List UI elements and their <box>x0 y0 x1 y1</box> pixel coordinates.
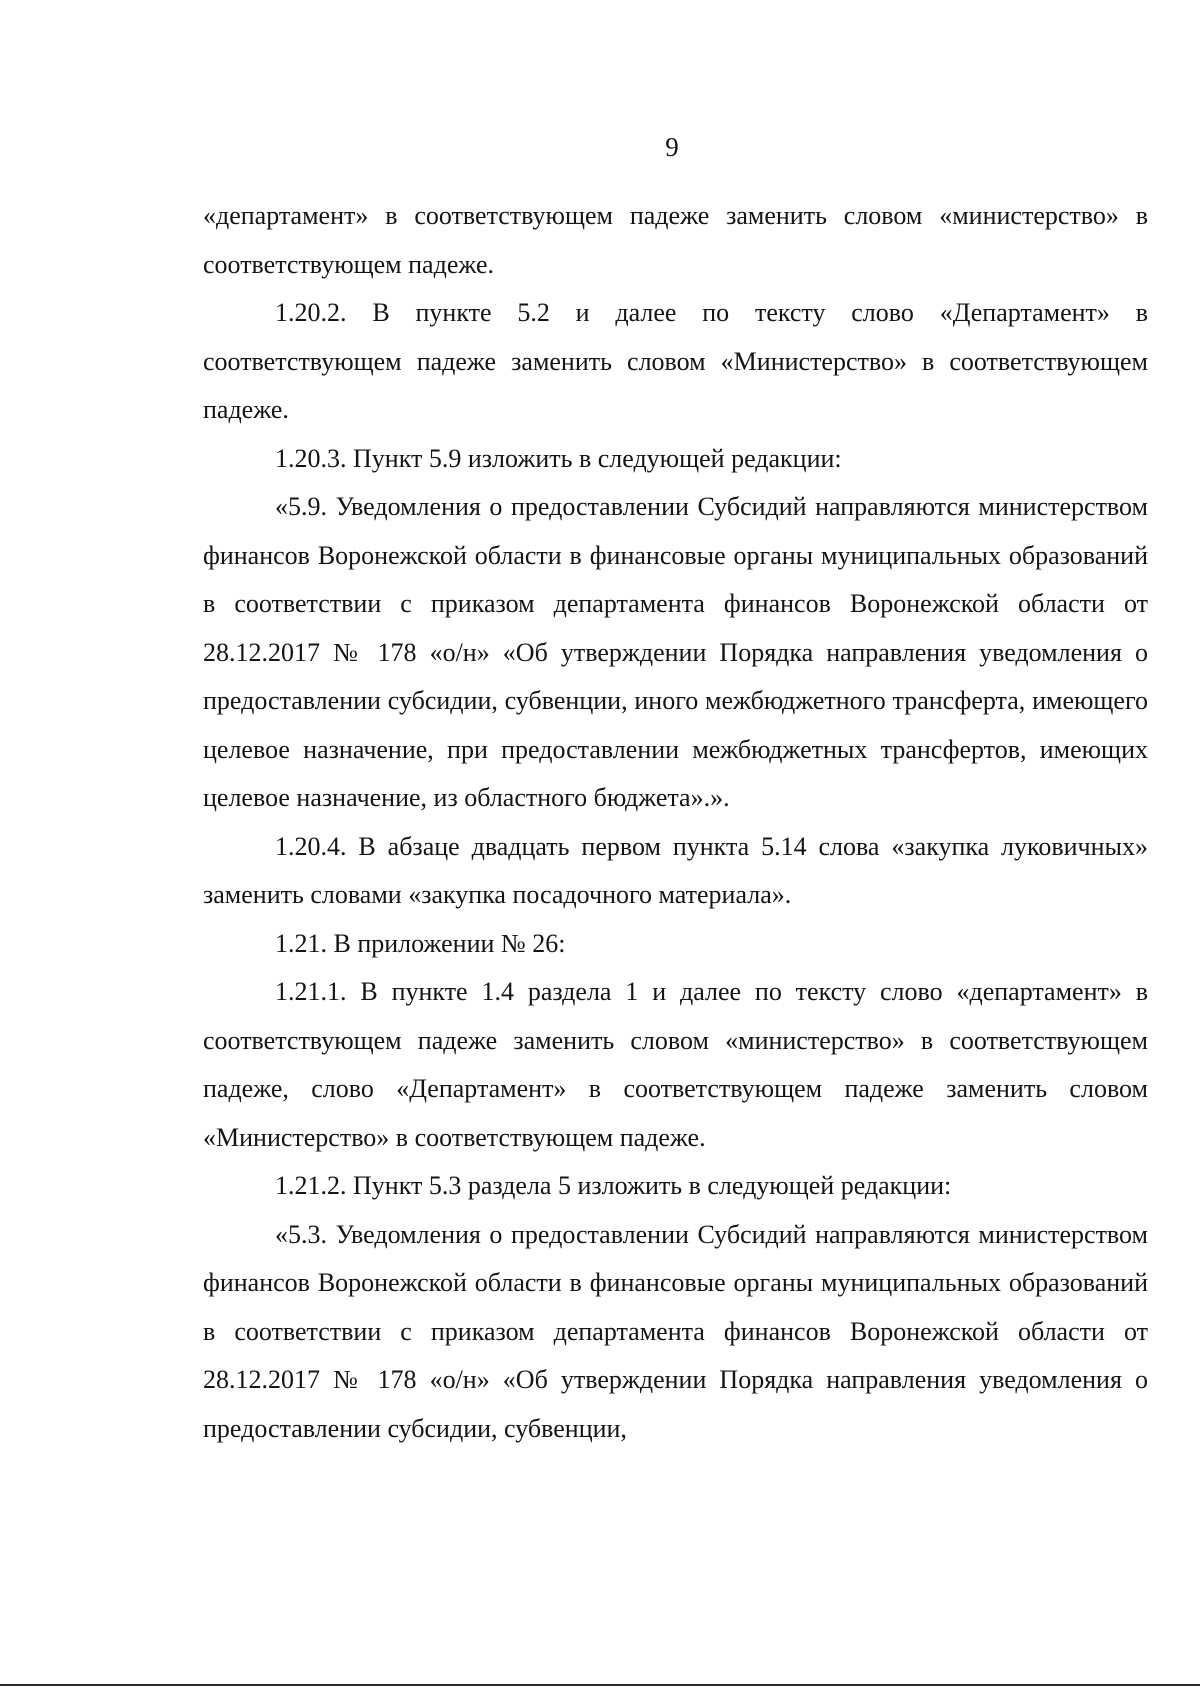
paragraph-quote-5-9: «5.9. Уведомления о предоставлении Субсидий направляются министерством финансов Воронежской области в финансовые органы муниципальных образований в соответствии с приказом департамента финансов Воронежской области от 28.12.2017 № 178 «о/н» «Об утверждении Порядка направления уведомления о предоставлении субсидии, субвенции, иного межбюджетного трансферта, имеющего целевое назначение, при предоставлении межбюджетных трансфертов, имеющих целевое назначение, из областного бюджета».». <box>203 492 1148 812</box>
scan-bottom-edge <box>0 1684 1200 1686</box>
paragraph-1-21-2: 1.21.2. Пункт 5.3 раздела 5 изложить в следующей редакции: <box>275 1171 952 1200</box>
paragraph-1-21: 1.21. В приложении № 26: <box>275 928 566 958</box>
paragraph-quote-5-3: «5.3. Уведомления о предоставлении Субсидий направляются министерством финансов Воронежской области в финансовые органы муниципальных образований в соответствии с приказом департамента финансов Воронежской области от 28.12.2017 № 178 «о/н» «Об утверждении Порядка направления уведомления о предоставлении субсидии, субвенции, <box>203 1219 1148 1443</box>
page-number: 9 <box>665 132 679 162</box>
paragraph-1-20-2: 1.20.2. В пункте 5.2 и далее по тексту слово «Департамент» в соответствующем падеже заменить словом «Министерство» в соответствующем падеже. <box>203 298 1148 424</box>
document-body <box>203 192 1148 1453</box>
paragraph-continuation: «департамент» в соответствующем падеже заменить словом «министерство» в соответствующем падеже. <box>203 201 1148 279</box>
paragraph-1-20-4: 1.20.4. В абзаце двадцать первом пункта 5.14 слова «закупка луковичных» заменить словами «закупка посадочного материала». <box>203 831 1148 909</box>
paragraph-1-20-3: 1.20.3. Пункт 5.9 изложить в следующей редакции: <box>275 443 842 473</box>
paragraph-1-21-1: 1.21.1. В пункте 1.4 раздела 1 и далее по тексту слово «департамент» в соответствующем падеже заменить словом «министерство» в соответствующем падеже, слово «Департамент» в соответствующем падеже заменить словом «Министерство» в соответствующем падеже. <box>203 977 1148 1152</box>
